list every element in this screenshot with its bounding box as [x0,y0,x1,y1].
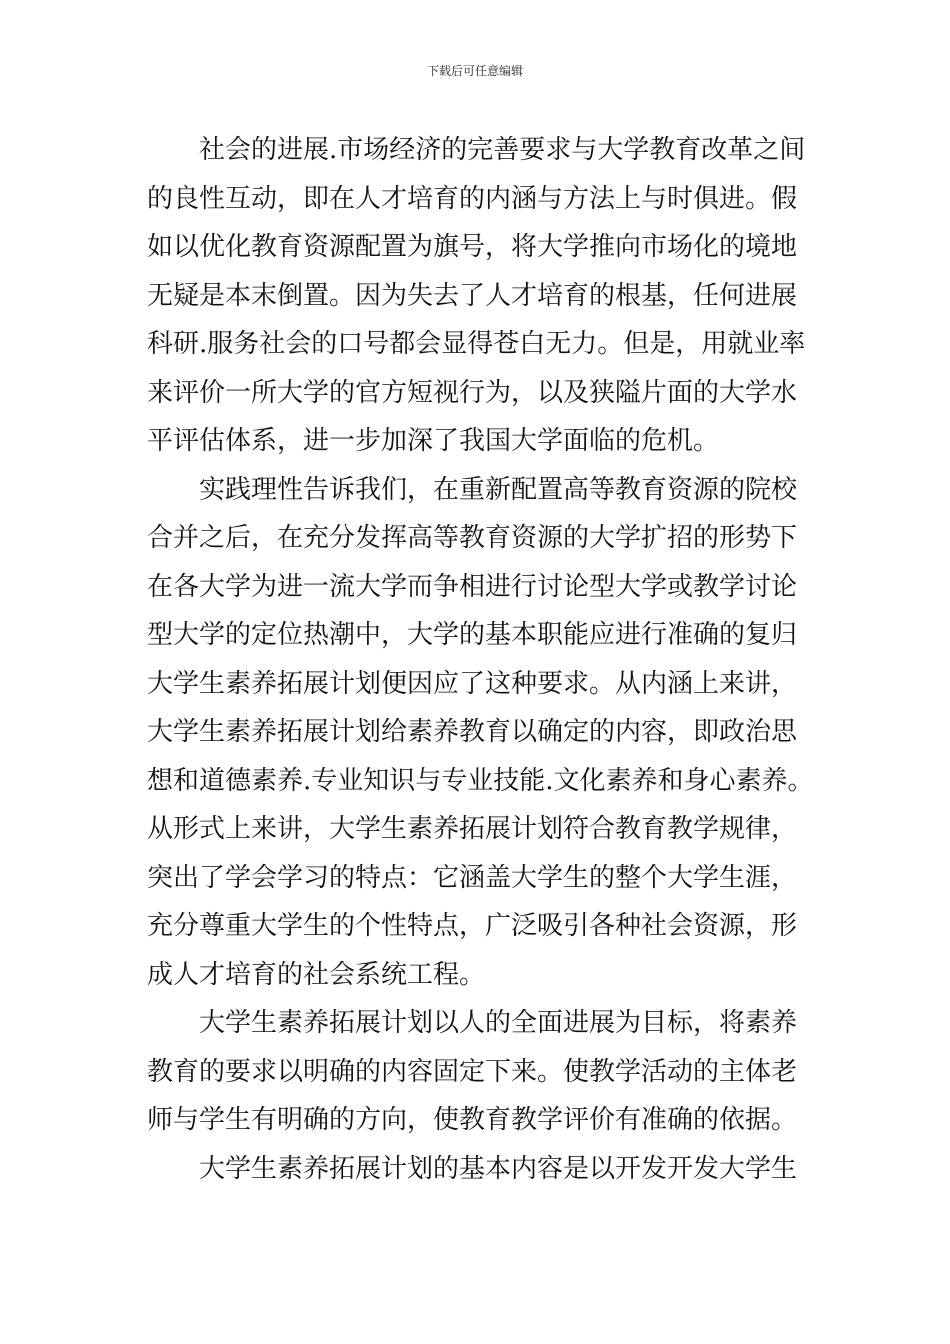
paragraph-line: 平评估体系，进一步加深了我国大学面临的危机。 [147,426,720,456]
paragraph-line: 在各大学为进一流大学而争相进行讨论型大学或教学讨论 [147,571,798,602]
paragraph-line: 如以优化教育资源配置为旗号，将大学推向市场化的境地 [147,232,798,262]
paragraph-line: 大学生素养拓展计划便因应了这种要求。从内涵上来讲， [147,668,798,699]
paragraph-2 [147,466,835,1000]
paragraph-line: 合并之后，在充分发挥高等教育资源的大学扩招的形势下 [147,523,798,553]
paragraph-line: 大学生素养拓展计划的基本内容是以开发开发大学生 [199,1153,798,1184]
paragraph-line: 来评价一所大学的官方短视行为，以及狭隘片面的大学水 [147,377,798,408]
paragraph-line: 型大学的定位热潮中，大学的基本职能应进行准确的复归 [147,620,798,650]
paragraph-1 [147,126,835,466]
paragraph-line: 大学生素养拓展计划给素养教育以确定的内容，即政治思 [147,717,798,747]
paragraph-line: 大学生素养拓展计划以人的全面进展为目标，将素养 [199,1008,798,1038]
paragraph-line: 突出了学会学习的特点：它涵盖大学生的整个大学生涯， [147,862,798,893]
paragraph-line: 的良性互动，即在人才培育的内涵与方法上与时俱进。假 [147,183,798,214]
paragraph-line: 成人才培育的社会系统工程。 [147,959,486,990]
paragraph-line: 充分尊重大学生的个性特点，广泛吸引各种社会资源，形 [147,911,798,941]
paragraph-4 [147,1145,835,1194]
paragraph-line: 科研.服务社会的口号都会显得苍白无力。但是，用就业率 [147,329,806,359]
paragraph-line: 教育的要求以明确的内容固定下来。使教学活动的主体老 [147,1056,798,1087]
paragraph-3 [147,999,835,1145]
document-body [147,126,835,1193]
paragraph-line: 社会的进展.市场经济的完善要求与大学教育改革之间 [199,135,806,165]
paragraph-line: 师与学生有明确的方向，使教育教学评价有准确的依据。 [147,1105,798,1135]
page-header: 下载后可任意编辑 [426,64,523,78]
paragraph-line: 无疑是本末倒置。因为失去了人才培育的根基，任何进展 [147,280,798,311]
paragraph-line: 从形式上来讲，大学生素养拓展计划符合教育教学规律， [147,814,798,844]
paragraph-line: 实践理性告诉我们，在重新配置高等教育资源的院校 [199,474,798,505]
paragraph-line: 想和道德素养.专业知识与专业技能.文化素养和身心素养。 [147,765,814,796]
